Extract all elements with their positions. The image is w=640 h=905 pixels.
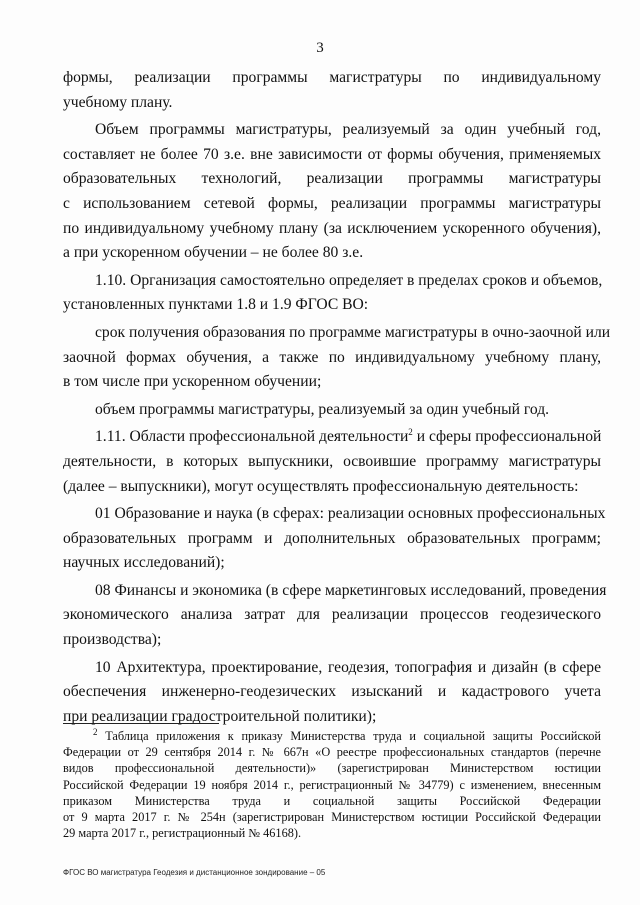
text-line: обеспечения инженерно-геодезических изысканий и кадастрового учета: [63, 683, 601, 701]
text-line: Объем программы магистратуры, реализуемый за один учебный год,: [95, 121, 601, 139]
footnote-reference: 2: [408, 427, 413, 438]
paragraph: [63, 321, 611, 395]
text-line: объем программы магистратуры, реализуемый за один учебный год.: [95, 400, 550, 418]
paragraph: [63, 118, 601, 266]
text-line: по индивидуальному учебному плану (за исключением ускоренного обучения),: [63, 219, 601, 237]
text-line: образовательных программ и дополнительных образовательных программ;: [63, 529, 601, 547]
text-line: при реализации градостроительной политики);: [63, 707, 377, 725]
page-footer: ФГОС ВО магистратура Геодезия и дистанционное зондирование – 05: [63, 868, 326, 877]
footnote: [63, 728, 601, 841]
paragraph: [63, 579, 607, 653]
footnote-line: Федерации от 29 сентября 2014 г. № 667н «О реестре профессиональных стандартов (перечне: [63, 745, 601, 760]
paragraph: [63, 398, 601, 423]
text-line: составляет не более 70 з.е. вне зависимости от формы обучения, применяемых: [63, 145, 601, 163]
footnote-text: Таблица приложения к приказу Министерства труда и социальной защиты Российской: [105, 729, 602, 743]
text-line: образовательных технологий, реализации программы магистратуры: [63, 170, 601, 188]
text-line: 01 Образование и наука (в сферах: реализации основных профессиональных: [95, 505, 606, 523]
footnote-line: видов профессиональной деятельности)» (зарегистрирован Министерством юстиции: [63, 761, 601, 776]
text-line: научных исследований);: [63, 554, 225, 572]
text-line: [63, 425, 601, 450]
text-line: 10 Архитектура, проектирование, геодезия, топография и дизайн (в сфере: [95, 658, 601, 676]
text-line: установленных пунктами 1.8 и 1.9 ФГОС ВО:: [63, 296, 369, 314]
text-line: 1.10. Организация самостоятельно определяет в пределах сроков и объемов,: [95, 271, 603, 289]
paragraph: [63, 66, 601, 115]
text-line: заочной формах обучения, а также по индивидуальному учебному плану,: [63, 348, 601, 366]
text-line: в том числе при ускоренном обучении;: [63, 373, 322, 391]
text-line: формы, реализации программы магистратуры по индивидуальному: [63, 69, 601, 86]
paragraph: [63, 656, 601, 730]
text-line: а при ускоренном обучении – не более 80 з.е.: [63, 244, 364, 262]
text-line: деятельности, в которых выпускники, освоившие программу магистратуры: [63, 452, 601, 470]
text-run: и сферы профессиональной: [412, 428, 602, 446]
text-line: производства);: [63, 631, 162, 649]
footnote-line: [63, 728, 601, 744]
footnote-line: приказом Министерства труда и социальной защиты Российской Федерации: [63, 793, 601, 808]
paragraph: [63, 425, 601, 499]
page-number: 3: [316, 40, 324, 56]
footnote-separator: [63, 723, 219, 724]
text-line: 08 Финансы и экономика (в сфере маркетинговых исследований, проведения: [95, 581, 607, 599]
text-run: 1.11. Области профессиональной деятельности: [95, 428, 409, 446]
text-line: срок получения образования по программе магистратуры в очно-заочной или: [95, 323, 611, 341]
text-line: с использованием сетевой формы, реализации программы магистратуры: [63, 194, 601, 212]
footnote-marker: 2: [93, 726, 98, 737]
footnote-line: 29 марта 2017 г., регистрационный № 46168).: [63, 826, 302, 841]
text-line: учебному плану.: [63, 93, 173, 111]
text-line: экономического анализа затрат для реализации процессов геодезического: [63, 606, 601, 624]
text-line: (далее – выпускники), могут осуществлять профессиональную деятельность:: [63, 477, 579, 495]
paragraph: [63, 269, 601, 318]
main-text: [63, 66, 611, 729]
footnote-line: от 9 марта 2017 г. № 254н (зарегистрирован Министерством юстиции Российской Федерации: [63, 809, 601, 824]
paragraph: [63, 502, 606, 576]
footnote-line: Российской Федерации 19 ноября 2014 г., регистрационный № 34779) с изменением, внесенным: [63, 777, 601, 792]
